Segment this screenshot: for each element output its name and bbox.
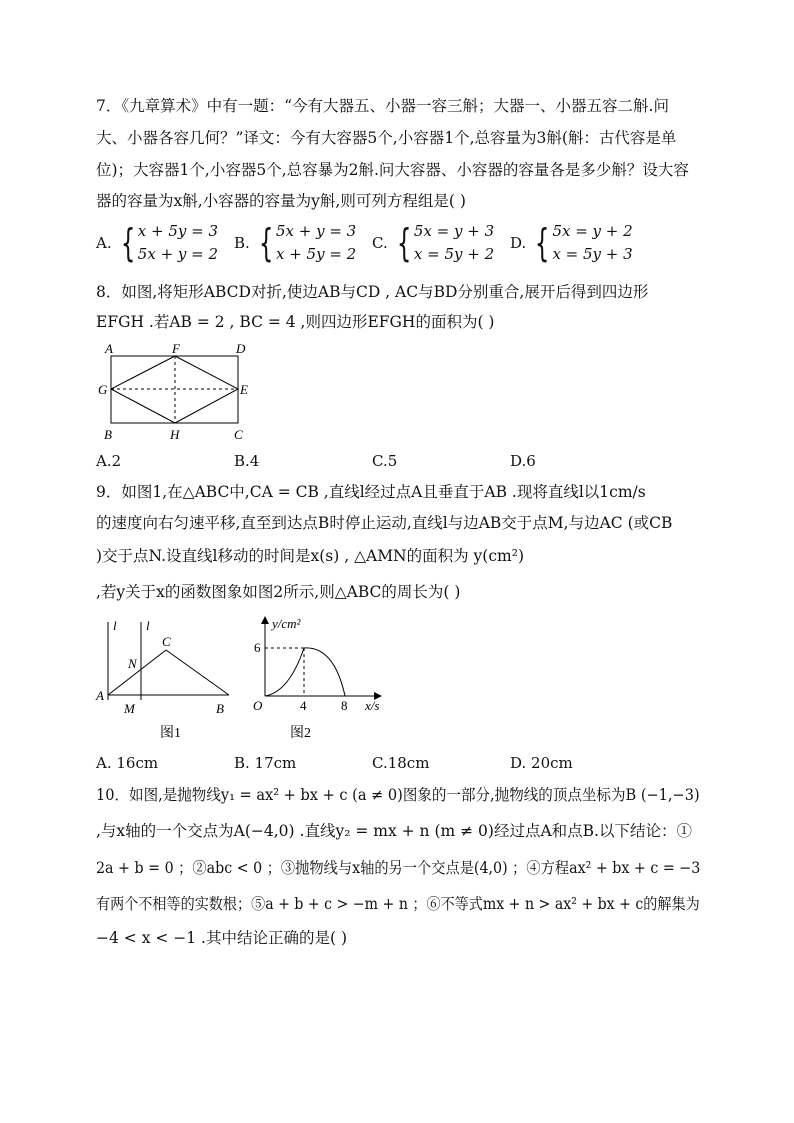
equation: x + 5y = 3 (137, 222, 219, 240)
label-e: E (240, 382, 248, 397)
segment-cb (166, 650, 229, 695)
option-label: C. (372, 234, 388, 252)
q9-figure-1 (94, 612, 244, 742)
q10-line-2: ,与x轴的一个交点为A(−4,0) .直线y₂ = mx + n (m ≠ 0)经过点A和点B.以下结论：① (96, 822, 692, 840)
figure-2-caption: 图2 (290, 726, 311, 741)
label-l-2: l (146, 618, 150, 633)
q9-figure-2 (244, 612, 394, 742)
label-c: C (234, 427, 243, 442)
x-axis-label: x/s (365, 698, 380, 713)
option-label: B. (234, 234, 250, 252)
origin-label: O (253, 698, 263, 713)
equation: x = 5y + 3 (552, 245, 633, 263)
q8-line-2: EFGH .若AB = 2 , BC = 4 ,则四边形EFGH的面积为( ) (96, 313, 495, 331)
q8-rectangle-figure (96, 338, 256, 448)
q8-option-c[interactable]: C.5 (372, 452, 398, 470)
label-b: B (216, 701, 224, 716)
q7-option-a[interactable] (96, 220, 218, 266)
q9-line-2: 的速度向右匀速平移,直至到达点B时停止运动,直线l与边AB交于点M,与边AC (或CB (96, 514, 673, 532)
q8-line-1: 8．如图,将矩形ABCD对折,使边AB与CD , AC与BD分别重合,展开后得到四边形 (96, 283, 649, 301)
q8-option-a[interactable]: A.2 (96, 452, 122, 470)
y-axis-label: y/cm² (272, 616, 301, 631)
q9-option-d[interactable]: D. 20cm (510, 754, 573, 772)
q7-line-2: 大、小器各容几何？”译文：今有大容器5个,小容器1个,总容量为3斛(斛：古代容是单 (96, 129, 677, 147)
brace-icon: { (258, 221, 274, 265)
brace-icon: { (535, 221, 550, 265)
y-axis-arrow-icon (261, 616, 269, 624)
q7-option-d[interactable] (510, 220, 633, 266)
q8-option-d[interactable]: D.6 (510, 452, 536, 470)
brace-icon: { (396, 221, 412, 265)
option-label: D. (510, 234, 527, 252)
option-label: A. (96, 234, 112, 252)
label-g: G (98, 382, 108, 397)
q9-line-4: ,若y关于x的函数图象如图2所示,则△ABC的周长为( ) (96, 583, 461, 601)
segment-ac (108, 650, 166, 695)
q10-line-3: 2a + b = 0 ；②abc < 0 ；③抛物线与x轴的另一个交点是(4,0) ；④方程ax² + bx + c = −3 (96, 859, 701, 877)
q10-line-4: 有两个不相等的实数根；⑤a + b + c > −m + n ；⑥不等式mx + n > ax² + bx + c的解集为 (96, 895, 700, 913)
q10-line-5: −4 < x < −1 .其中结论正确的是( ) (96, 929, 347, 947)
label-n: N (128, 656, 137, 671)
brace-icon: { (120, 221, 135, 265)
label-a: A (105, 341, 113, 356)
equation: x + 5y = 2 (275, 245, 357, 263)
q9-option-b[interactable]: B. 17cm (234, 754, 297, 772)
tick-4: 4 (300, 698, 307, 713)
label-a: A (96, 688, 104, 703)
equation: 5x = y + 3 (413, 222, 495, 240)
q7-line-4: 器的容量为x斛,小容器的容量为y斛,则可列方程组是( ) (96, 192, 466, 210)
tick-8: 8 (341, 698, 348, 713)
equation: 5x + y = 3 (275, 222, 357, 240)
label-f: F (172, 341, 180, 356)
q8-option-b[interactable]: B.4 (234, 452, 260, 470)
equation: 5x + y = 2 (137, 245, 219, 263)
q9-line-1: 9．如图1,在△ABC中,CA = CB ,直线l经过点A且垂直于AB .现将直线l以1cm/s (96, 483, 646, 501)
label-c: C (162, 634, 171, 649)
q9-option-a[interactable]: A. 16cm (96, 754, 159, 772)
label-l-1: l (113, 618, 117, 633)
function-curve (265, 648, 345, 696)
q7-option-c[interactable] (372, 220, 494, 266)
label-m: M (124, 701, 135, 716)
label-h: H (170, 427, 180, 442)
q9-option-c[interactable]: C.18cm (372, 754, 430, 772)
q10-line-1: 10．如图,是抛物线y₁ = ax² + bx + c (a ≠ 0)图象的一部分,抛物线的顶点坐标为B (−1,−3) (96, 786, 700, 804)
q7-line-1: 7．《九章算术》中有一题：“今有大器五、小器一容三斛；大器一、小器五容二斛.问 (96, 97, 669, 115)
q7-option-b[interactable] (234, 220, 356, 266)
figure-1-caption: 图1 (160, 726, 181, 741)
label-b: B (104, 427, 112, 442)
equation: 5x = y + 2 (552, 222, 633, 240)
tick-6: 6 (254, 640, 261, 655)
q7-line-3: 位)；大容器1个,小容器5个,总容暴为2斛.问大容器、小容器的容量各是多少斛？设大容 (96, 161, 689, 179)
q9-line-3: )交于点N.设直线l移动的时间是x(s) , △AMN的面积为 y(cm²) (96, 547, 524, 565)
label-d: D (236, 341, 246, 356)
equation: x = 5y + 2 (413, 245, 495, 263)
